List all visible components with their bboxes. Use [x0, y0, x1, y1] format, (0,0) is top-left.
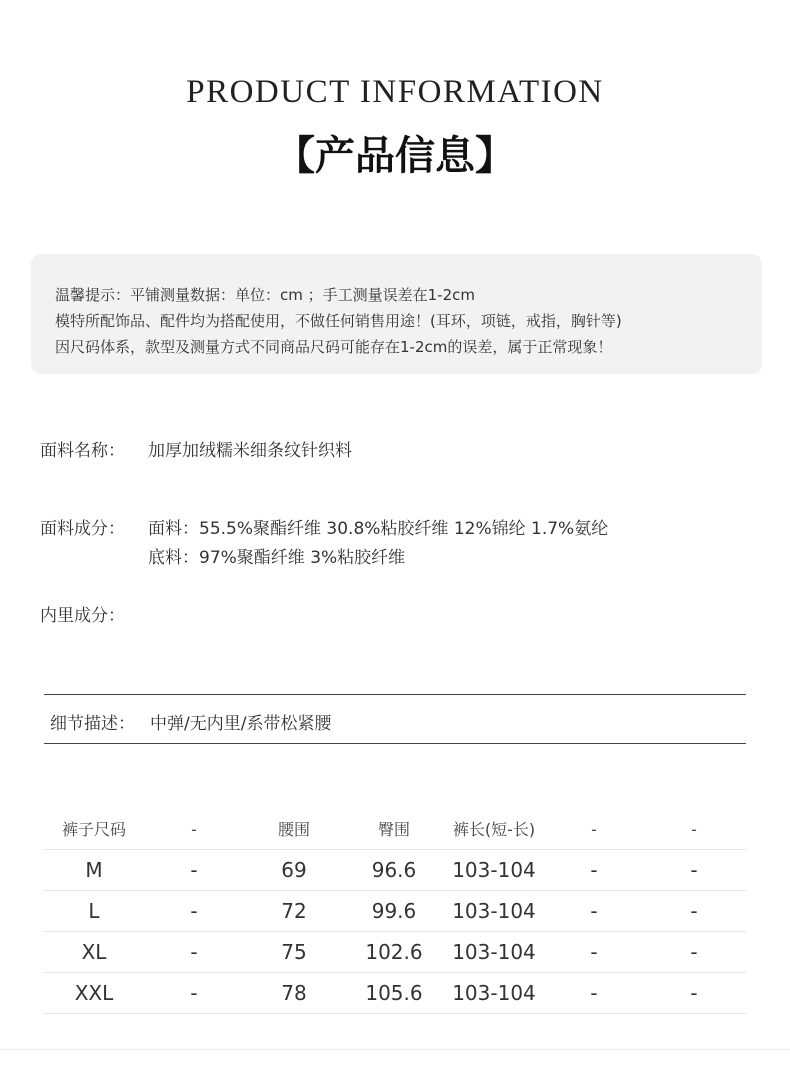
table-cell: 103-104 — [452, 858, 536, 882]
table-cell: - — [690, 940, 698, 964]
header-cell: - — [191, 820, 197, 839]
page-title-en: PRODUCT INFORMATION — [186, 74, 604, 110]
table-cell: 103-104 — [452, 981, 536, 1005]
header-cell: - — [591, 820, 597, 839]
table-cell: 102.6 — [365, 940, 423, 964]
header-cell: 裤子尺码 — [61, 820, 126, 839]
table-row — [44, 932, 746, 973]
table-cell: M — [85, 858, 103, 882]
table-cell: XL — [81, 940, 107, 964]
header-cell: 腰围 — [277, 820, 310, 839]
table-cell: 72 — [281, 899, 307, 923]
fabric-composition-base: 底料：97%聚酯纤维 3%粘胶纤维 — [148, 548, 406, 568]
details-label: 细节描述： — [50, 714, 135, 734]
table-cell: - — [690, 899, 698, 923]
table-cell: - — [690, 858, 698, 882]
table-row — [44, 891, 746, 932]
size-table — [44, 810, 746, 1014]
table-cell: - — [190, 858, 198, 882]
details-box — [44, 694, 746, 744]
table-cell: - — [190, 940, 198, 964]
table-cell: 105.6 — [365, 981, 423, 1005]
table-cell: - — [590, 981, 598, 1005]
fabric-name-label: 面料名称： — [40, 441, 125, 461]
table-cell: 78 — [281, 981, 307, 1005]
notice-line: 温馨提示：平铺测量数据：单位：cm ；手工测量误差在1-2cm — [55, 286, 475, 304]
notice-box — [31, 254, 762, 374]
table-cell: - — [590, 940, 598, 964]
table-cell: - — [190, 981, 198, 1005]
size-table-header — [44, 810, 746, 850]
table-cell: 96.6 — [371, 858, 417, 882]
table-cell: - — [590, 899, 598, 923]
fabric-composition-label: 面料成分： — [40, 519, 125, 539]
table-cell: 99.6 — [371, 899, 417, 923]
notice-line: 模特所配饰品、配件均为搭配使用，不做任何销售用途！(耳环，项链，戒指，胸针等) — [55, 312, 622, 330]
notice-line: 因尺码体系，款型及测量方式不同商品尺码可能存在1-2cm的误差，属于正常现象！ — [55, 338, 613, 356]
table-cell: - — [190, 899, 198, 923]
table-cell: 103-104 — [452, 899, 536, 923]
lining-label: 内里成分： — [40, 606, 125, 626]
table-cell: - — [690, 981, 698, 1005]
table-cell: 103-104 — [452, 940, 536, 964]
table-cell: - — [590, 858, 598, 882]
table-cell: 69 — [281, 858, 307, 882]
fabric-composition-outer: 面料：55.5%聚酯纤维 30.8%粘胶纤维 12%锦纶 1.7%氨纶 — [148, 519, 609, 539]
header-cell: 裤长(短-长) — [452, 820, 536, 839]
bottom-divider — [0, 1049, 790, 1050]
table-cell: L — [88, 899, 100, 923]
table-row — [44, 973, 746, 1014]
header-cell: - — [691, 820, 697, 839]
table-cell: 75 — [281, 940, 307, 964]
header-cell: 臀围 — [377, 820, 410, 839]
table-cell: XXL — [74, 981, 114, 1005]
page-title-cn: 【产品信息】 — [275, 132, 515, 179]
details-value: 中弹/无内里/系带松紧腰 — [150, 714, 332, 734]
table-row — [44, 850, 746, 891]
fabric-name-value: 加厚加绒糯米细条纹针织料 — [148, 441, 352, 461]
